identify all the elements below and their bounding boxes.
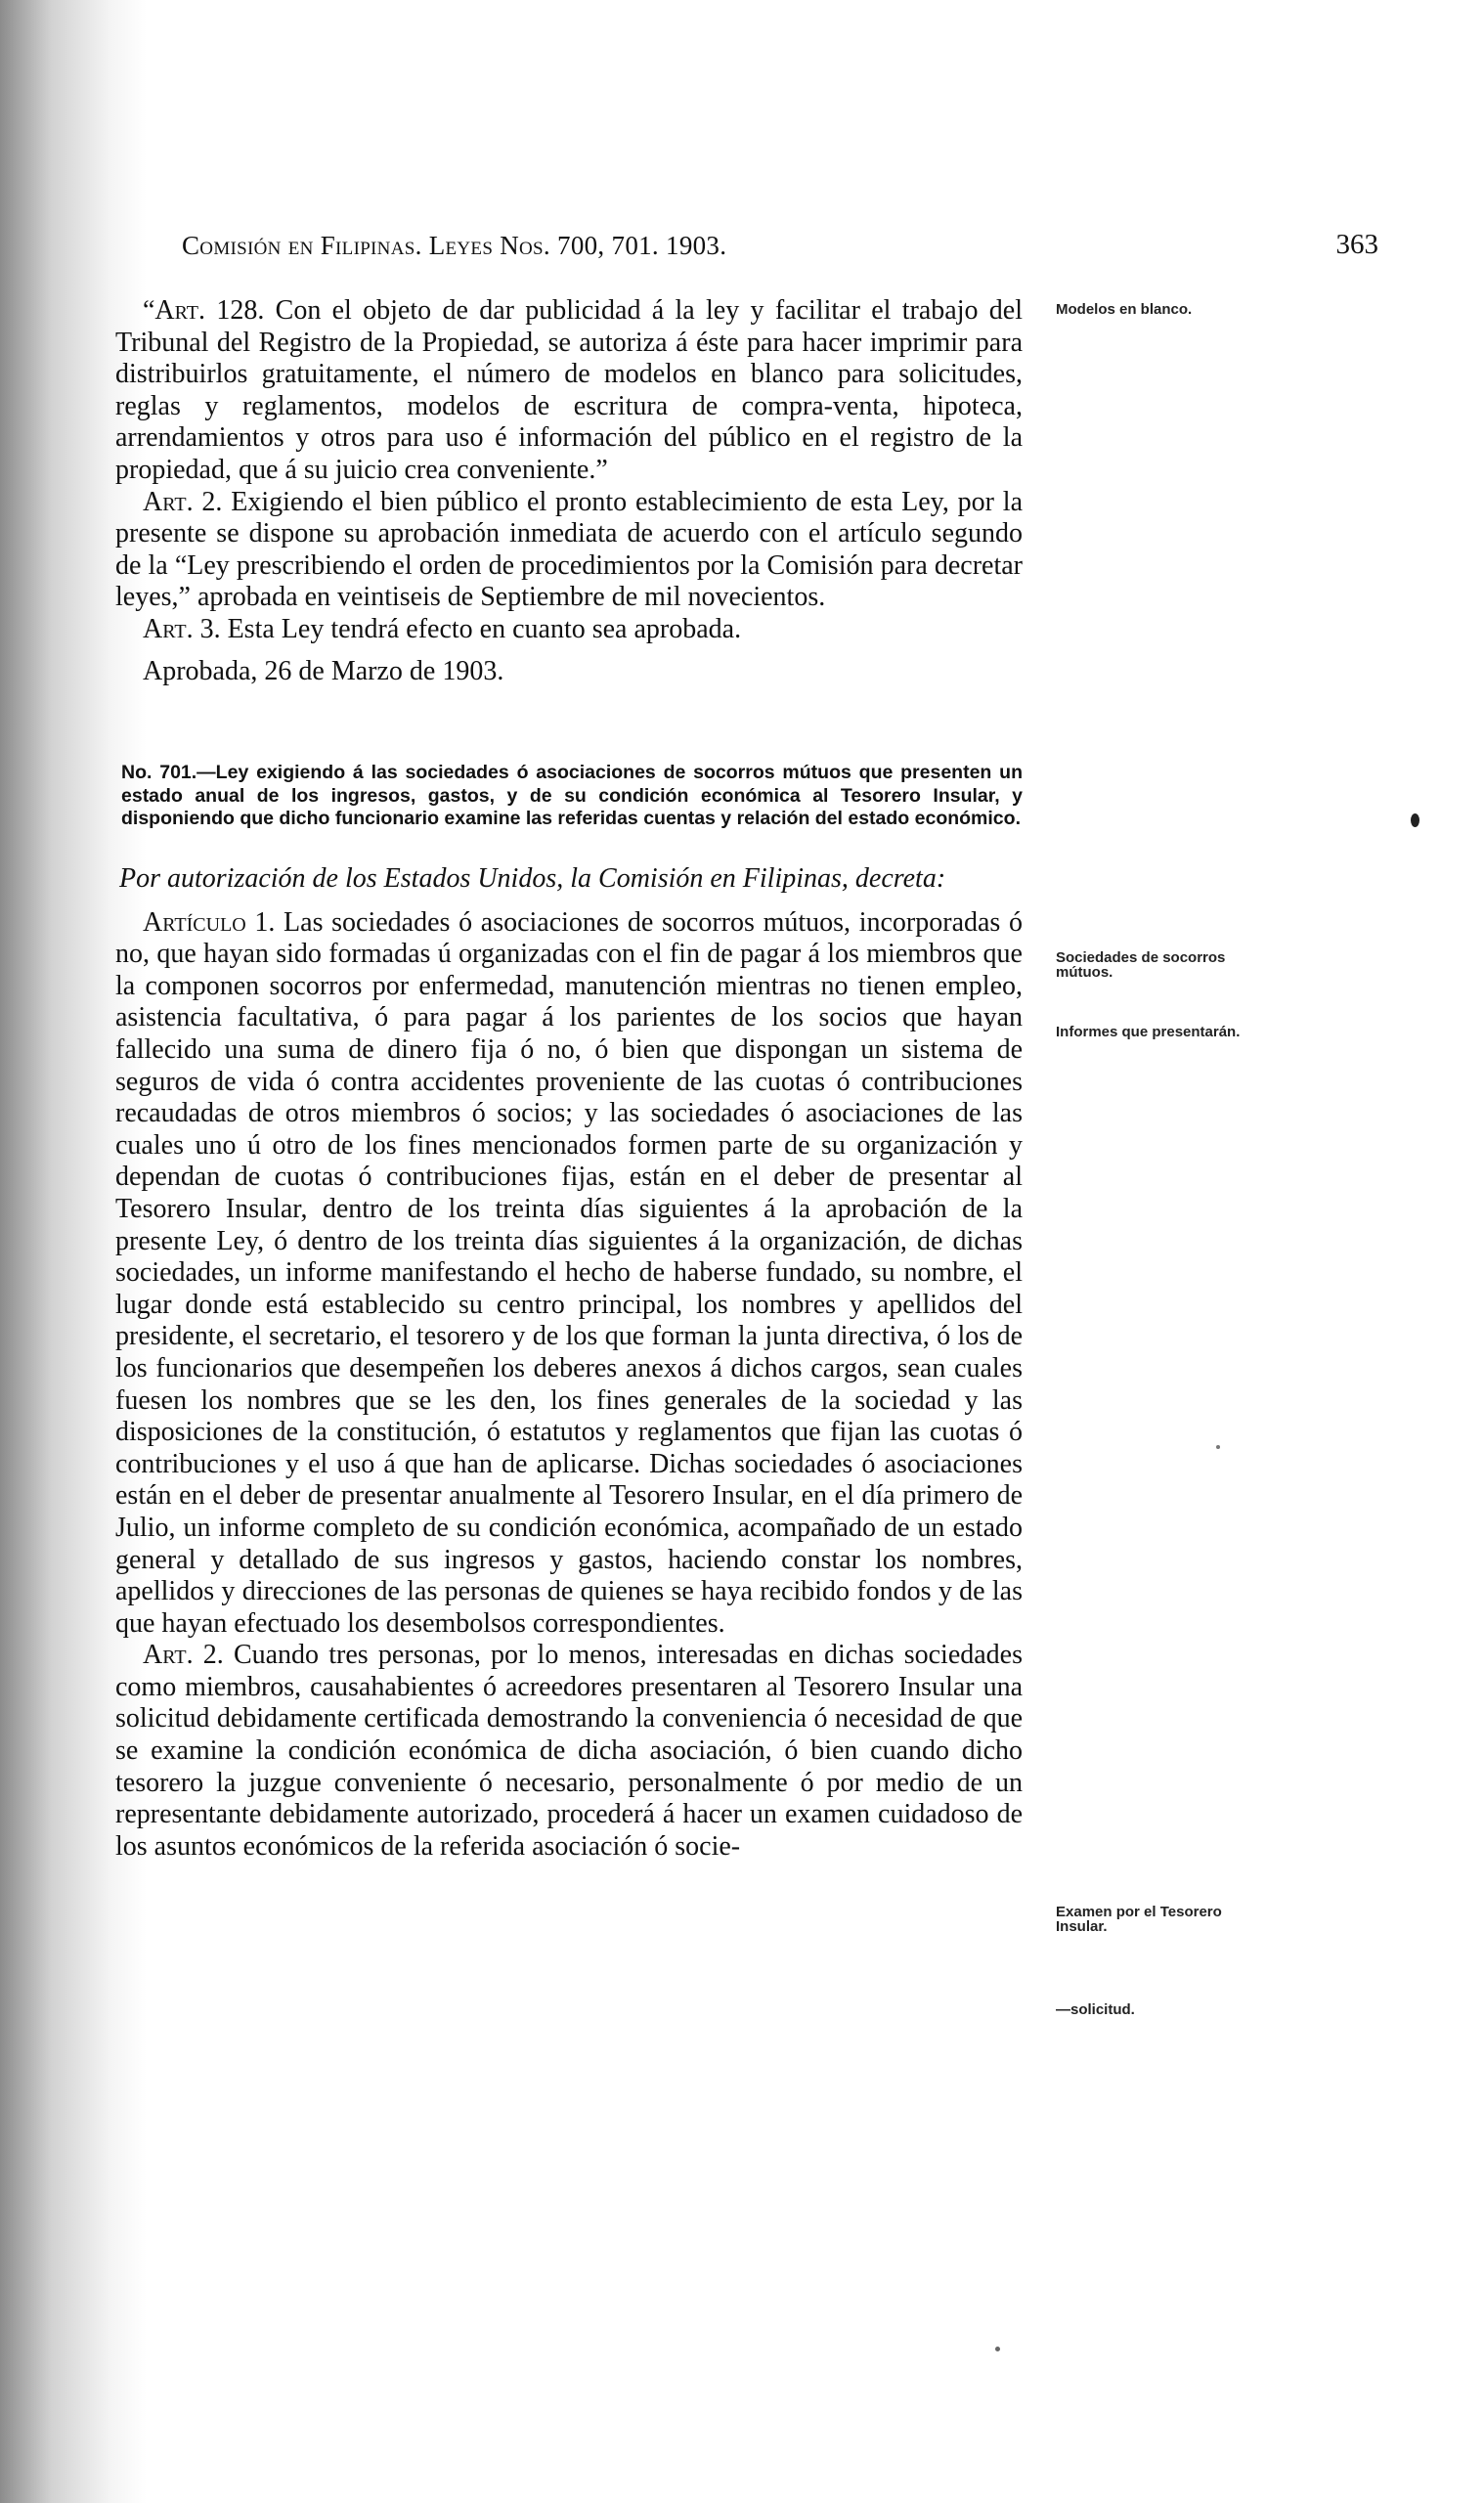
article-2-701-text: Cuando tres personas, por lo menos, interesadas en dichas sociedades como miembros, causahabientes ó acreedores presentaren al Tesorero Insular una solicitud debidamente certificada demostrando la conveniencia ó necesidad de que se examine la condición económica de dicha asociación, ó bien cuando dicho tesorero la juzgue conveniente ó necesario, personalmente ó por medio de un representante debidamente autorizado, procederá á hacer un examen cuidadoso de los asuntos económicos de la referida asociación ó socie-	[115, 1640, 1023, 1862]
ink-speck	[995, 2347, 1000, 2351]
article-2-701-label: Art. 2.	[143, 1640, 224, 1671]
law-701-heading: No. 701.—Ley exigiendo á las sociedades ó asociaciones de socorros mútuos que presenten un estado anual de los ingresos, gastos, y de su condición económica al Tesorero Insular, y disponiendo que dicho funcionario examine las referidas cuentas y relación del estado económico.	[121, 762, 1023, 830]
approval-date: Aprobada, 26 de Marzo de 1903.	[143, 655, 504, 686]
articulo-1-text: Las sociedades ó asociaciones de socorros mútuos, incorporadas ó no, que hayan sido formadas ú organizadas con el fin de pagar á los miembros que la componen socorros por enfermedad, manutención mientras no tienen empleo, asistencia facultativa, ó para pagar á los parientes de los socios que hayan fallecido una suma de dinero fija ó no, ó bien que dispongan un sistema de seguros de vida ó contra accidentes proveniente de las cuotas ó contribuciones recaudadas de otros miembros ó socios; y las sociedades ó asociaciones de las cuales uno ú otro de los fines mencionados formen parte de su organización y dependan de cuotas ó contribuciones fijas, están en el deber de presentar al Tesorero Insular, dentro de los treinta días siguientes á la aprobación de la presente Ley, ó dentro de los treinta días siguientes á la organización, de dichas sociedades, un informe manifestando el hecho de haberse fundado, su nombre, el lugar donde está establecido su centro principal, los nombres y apellidos del presidente, el secretario, el tesorero y de los que forman la junta directiva, ó los de los funcionarios que desempeñen los deberes anexos á dichos cargos, sean cuales fuesen los nombres que se les den, los fines generales de la sociedad y las disposiciones de la constitución, ó estatutos y reglamentos que fijan las cuotas ó contribuciones y el uso á que han de aplicarse. Dichas sociedades ó asociaciones están en el deber de presentar anualmente al Tesorero Insular, en el día primero de Julio, un informe completo de su condición económica, acompañado de un estado general y detallado de sus ingresos y gastos, haciendo constar los nombres, apellidos y direcciones de las personas de quienes se haya recibido fondos y de las que hayan efectuado los desembolsos correspondientes.	[115, 906, 1023, 1639]
margin-note-informes: Informes que presentarán.	[1056, 1024, 1241, 1040]
main-text-column	[115, 295, 1023, 1863]
enacting-clause: Por autorización de los Estados Unidos, la Comisión en Filipinas, decreta:	[119, 862, 946, 894]
margin-note-sociedades: Sociedades de socorros mútuos.	[1056, 949, 1226, 981]
margin-note-examen: Examen por el Tesorero Insular.	[1056, 1904, 1222, 1935]
article-128-text: Con el objeto de dar publicidad á la ley y facilitar el trabajo del Tribunal del Registro de la Propiedad, se autoriza á éste para hacer imprimir para distribuirlos gratuitamente, el número de modelos en blanco para solicitudes, reglas y reglamentos, modelos de escritura de compra-venta, hipoteca, arrendamientos y otros para uso é información del público en el registro de la propiedad, que á su juicio crea conveniente.”	[115, 295, 1023, 485]
running-header: Comisión en Filipinas. Leyes Nos. 700, 701. 1903.	[182, 231, 727, 260]
article-2-law-700	[115, 487, 1023, 614]
article-2-label: Art. 2.	[143, 486, 223, 517]
ink-speck	[1411, 813, 1419, 827]
margin-note-modelos: Modelos en blanco.	[1056, 301, 1193, 318]
article-3-text: Esta Ley tendrá efecto en cuanto sea aprobada.	[220, 613, 742, 644]
margin-note-solicitud: —solicitud.	[1056, 2001, 1135, 2018]
articulo-1-label: Artículo 1.	[143, 906, 276, 938]
article-2-law-701	[115, 1640, 1023, 1863]
article-128	[115, 295, 1023, 487]
page-number: 363	[1335, 229, 1378, 260]
ink-speck	[1216, 1445, 1220, 1449]
article-2-text: Exigiendo el bien público el pronto establecimiento de esta Ley, por la presente se dispone su aprobación inmediata de acuerdo con el artículo segundo de la “Ley prescribiendo el orden de procedimientos por la Comisión para decretar leyes,” aprobada en veintiseis de Septiembre de mil novecientos.	[115, 486, 1024, 613]
articulo-1	[115, 907, 1023, 1641]
article-3-label: Art. 3.	[143, 613, 221, 644]
article-3-law-700	[115, 614, 1023, 646]
article-128-label: “Art. 128.	[143, 295, 265, 326]
